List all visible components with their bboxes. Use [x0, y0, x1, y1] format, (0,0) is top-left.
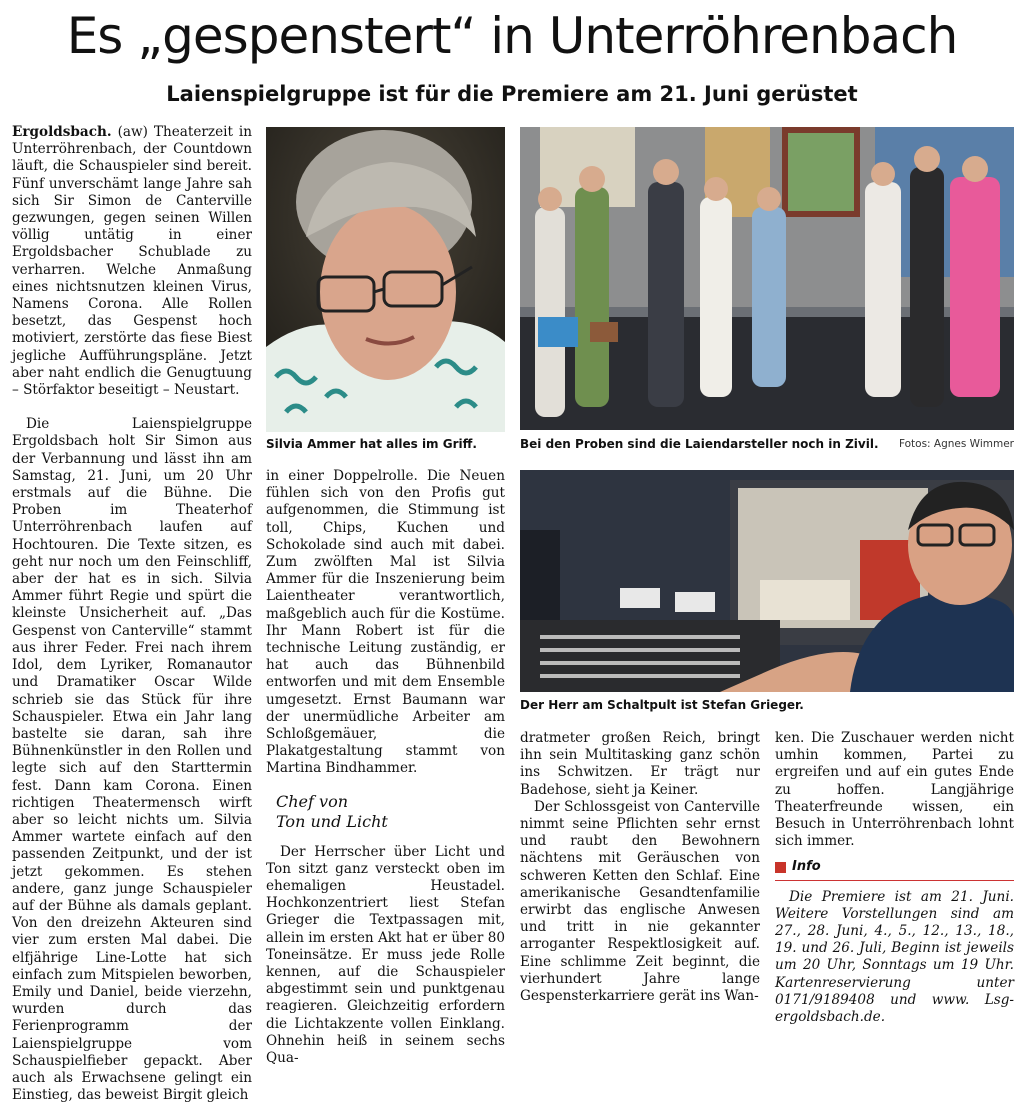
paragraph [12, 124, 252, 399]
dateline: Ergoldsbach. [12, 124, 112, 140]
article-column-2 [266, 468, 505, 1067]
soundboard-caption: Der Herr am Schaltpult ist Stefan Grieger. [520, 698, 804, 712]
rehearsal-photo [520, 127, 1014, 430]
article-column-3 [520, 730, 760, 1005]
paragraph: dratmeter großen Reich, bringt ihn sein Multitasking ganz schön ins Schwitzen. Er trägt nur Badehose, sieht ja Keiner. [520, 730, 760, 798]
paragraph: Die Laienspielgruppe Ergoldsbach holt Sir Simon aus der Verbannung und lässt ihn am Samstag, 21. Juni, um 20 Uhr erstmals auf die Bühne. Die Proben im Theaterhof Unterröhrenbach laufen auf Hochtouren. Die Texte sitzen, es geht nur noch um den Feinschliff, aber der hat es in sich. Silvia Ammer führt Regie und spürt die kleinste Unsicherheit auf. „Das Gespenst von Canterville“ stammt aus ihrer Feder. Frei nach ihrem Idol, dem Lyriker, Romanautor und Dramatiker Oscar Wilde schrieb sie das Stück für ihre Schauspieler. Etwa ein Jahr lang bastelte sie daran, sah ihre Bühnenkünstler in den Rollen und legte sich auf den Starttermin fest. Dann kam Corona. Einen richtigen Theatermensch wirft aber so leicht nichts um. Silvia Ammer wartete einfach auf den passenden Zeitpunkt, und der ist jetzt gekommen. Es stehen andere, ganz junge Schauspieler auf der Bühne als damals geplant. Von den dreizehn Akteuren sind vier zum ersten Mal dabei. Die elfjährige Line-Lotte hat sich einfach zum Mitspielen beworben, Emily und Daniel, beide vierzehn, wurden durch das Ferienprogramm der Laienspielgruppe vom Schauspielfieber gepackt. Aber auch als Erwachsene gelingt ein Einstieg, das beweist Birgit gleich [12, 416, 252, 1104]
info-marker-icon [775, 862, 786, 873]
subtitle-line: Ton und Licht [276, 811, 388, 831]
info-heading [775, 858, 1014, 880]
info-text: Die Premiere ist am 21. Juni. Weitere Vorstellungen sind am 27., 28. Juni, 4., 5., 12., 13., 18., 19. und 26. Juli, Beginn ist jeweils um 20 Uhr, Sonntags um 19 Uhr. Kartenreservierung unter 0171/9189408 und www. Lsg-ergoldsbach.de. [775, 888, 1014, 1026]
soundboard-image [520, 470, 1014, 692]
info-label: Info [792, 859, 821, 875]
soundboard-photo [520, 470, 1014, 692]
subtitle-line: Chef von [276, 791, 348, 811]
subheadline: Laienspielgruppe ist für die Premiere am 21. Juni gerüstet [166, 82, 858, 106]
paragraph: in einer Doppelrolle. Die Neuen fühlen sich von den Profis gut aufgenommen, die Stimmung ist toll, Chips, Kuchen und Schokolade sind auch mit dabei. Zum zwölften Mal ist Silvia Ammer für die Inszenierung beim Laientheater verantwortlich, maßgeblich auch für die Kostüme. Ihr Mann Robert ist für die technische Leitung zuständig, er hat auch das Bühnenbild entworfen und mit dem Ensemble umgesetzt. Ernst Baumann war der unermüdliche Arbeiter am Schloßgemäuer, die Plakatgestaltung stammt von Martina Bindhammer. [266, 468, 505, 777]
rehearsal-caption: Bei den Proben sind die Laiendarsteller noch in Zivil. [520, 437, 879, 451]
paragraph: ken. Die Zuschauer werden nicht umhin kommen, Partei zu ergreifen und auf ein gutes Ende zu hoffen. Langjährige Theaterfreunde wissen, ein Besuch in Unterröhrenbach lohnt sich immer. [775, 730, 1014, 850]
photo-credit: Fotos: Agnes Wimmer [898, 438, 1014, 450]
rehearsal-image [520, 127, 1014, 430]
portrait-caption: Silvia Ammer hat alles im Griff. [266, 437, 477, 451]
headline: Es „gespenstert“ in Unterröhrenbach [66, 7, 958, 65]
article-column-4 [775, 730, 1014, 1026]
portrait-image [266, 127, 505, 432]
section-subtitle [276, 792, 505, 832]
paragraph-text: (aw) Theaterzeit in Unterröhrenbach, der Countdown läuft, die Schauspieler sind bereit. Fünf unverschämt lange Jahre sah sich Sir Simon de Canterville gezwungen, gegen seinen Willen völlig untätig in einer Ergoldsbacher Schublade zu verharren. Welche Anmaßung eines nichtsnutzen kleinen Virus, Namens Corona. Alle Rollen besetzt, das Gespenst hoch motiviert, zerstörte das fiese Biest jegliche Aufführungspläne. Jetzt aber naht endlich die Genugtuung – Störfaktor beseitigt – Neustart. [12, 124, 252, 399]
paragraph: Der Herrscher über Licht und Ton sitzt ganz versteckt oben im ehemaligen Heustadel. Hochkonzentriert liest Stefan Grieger die Textpassagen mit, allein im ersten Akt hat er über 80 Toneinsätze. Er muss jede Rolle kennen, auf die Schauspieler abgestimmt sein und punktgenau reagieren. Gleichzeitig erfordern die Lichtakzente vollen Einklang. Ohnehin heiß in seinem sechs Qua- [266, 843, 505, 1067]
article-column-1 [12, 124, 252, 1104]
paragraph: Der Schlossgeist von Canterville nimmt seine Pflichten sehr ernst und raubt den Bewohnern nächtens mit Geräuschen von schweren Ketten den Schlaf. Eine amerikanische Gesandtenfamilie erwirbt das englische Anwesen und tritt in nie gekannter arroganter Respektlosigkeit auf. Eine schlimme Zeit beginnt, die vierhundert Jahre lange Gespensterkarriere gerät ins Wan- [520, 798, 760, 1005]
portrait-photo [266, 127, 505, 432]
